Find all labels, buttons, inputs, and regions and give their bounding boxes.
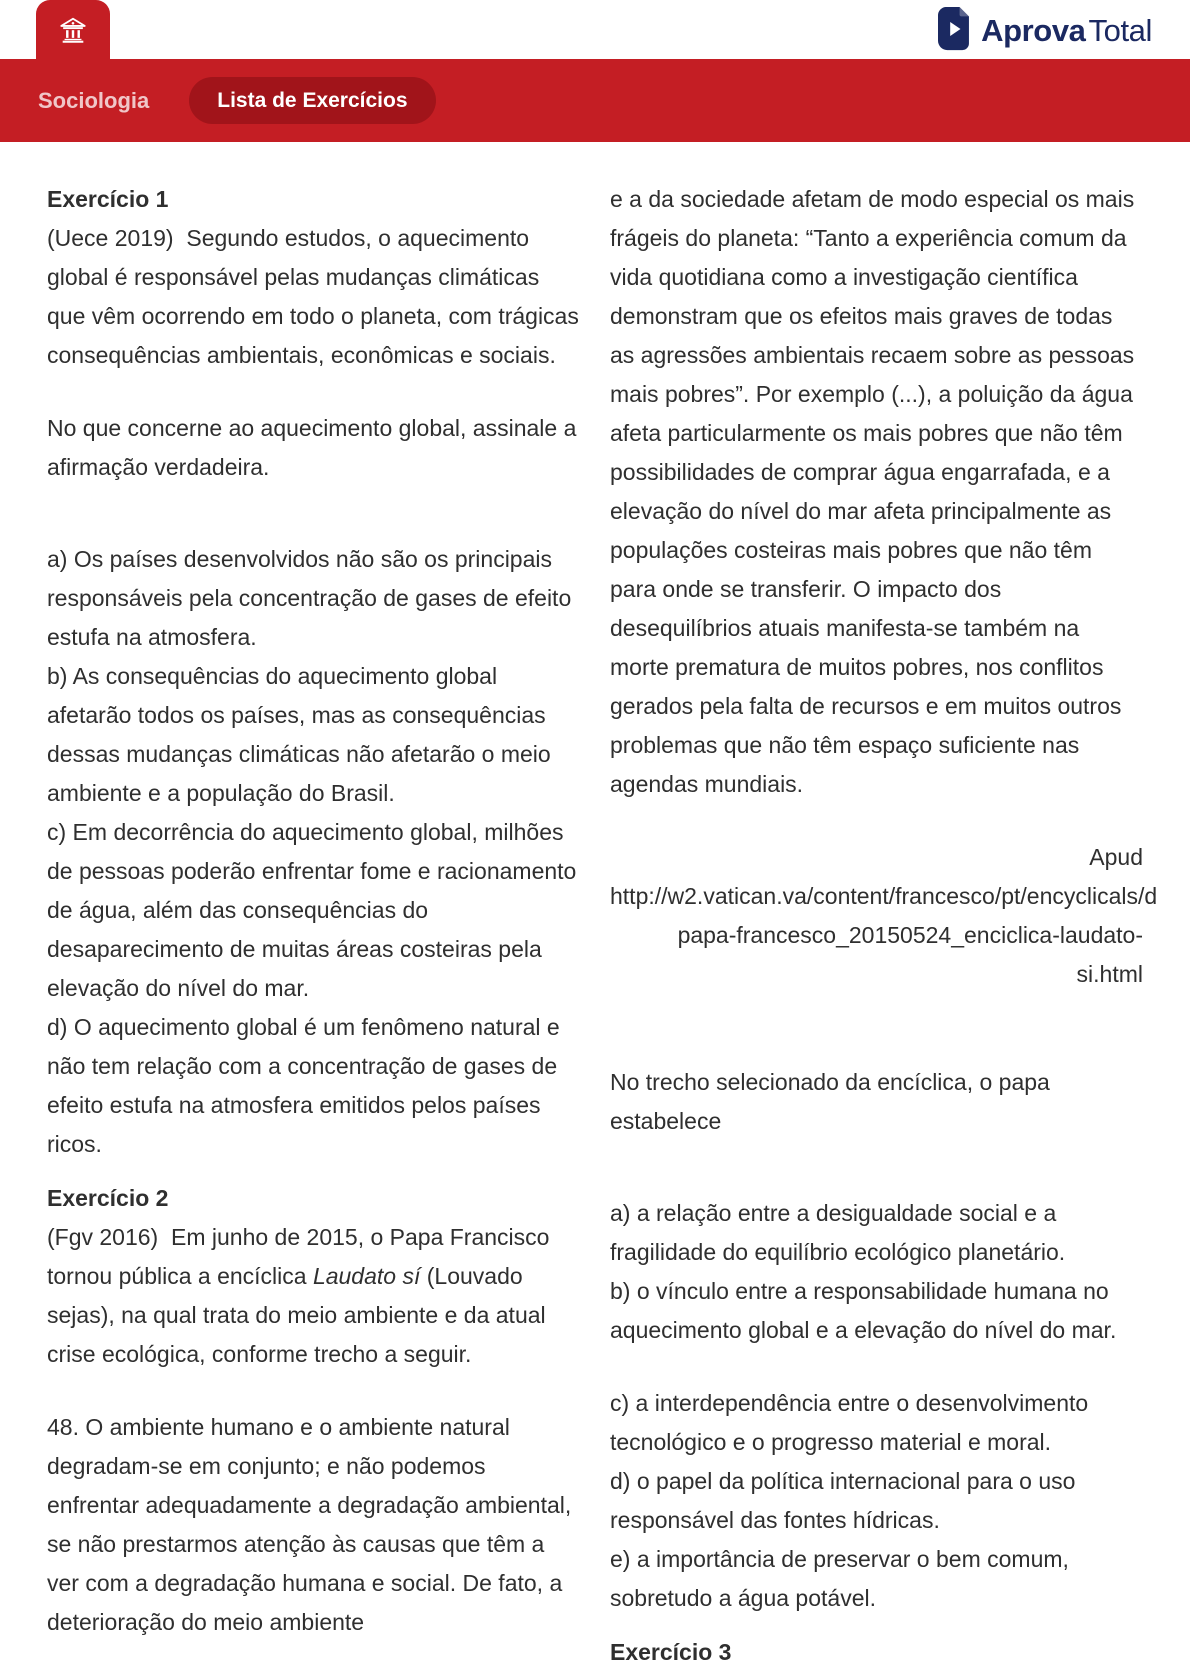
option-a: a) Os países desenvolvidos não são os principais responsáveis pela concentração de gases de efeito estufa na atmosfera. xyxy=(47,546,578,650)
brand-total: Total xyxy=(1088,13,1152,48)
exercise-content xyxy=(47,180,1158,1672)
option-b: b) o vínculo entre a responsabilidade humana no aquecimento global e a elevação do nível do mar. xyxy=(610,1278,1117,1343)
citation-line: si.html xyxy=(1076,961,1143,987)
book-play-icon xyxy=(936,6,970,56)
paragraph: No trecho selecionado da encíclica, o papa estabelece xyxy=(610,1069,1057,1134)
paragraph: e a da sociedade afetam de modo especial os mais frágeis do planeta: “Tanto a experiência comum da vida quotidiana como a investigação científica demonstram que os efeitos mais graves de todas as agressões ambientais recaem sobre as pessoas mais pobres”. Por exemplo (...), a poluição da água afeta particularmente os mais pobres que não têm possibilidades de comprar água engarrafada, e a elevação do nível do mar afeta principalmente as populações costeiras mais pobres que não têm para onde se transferir. O impacto dos desequilíbrios atuais manifesta-se também na morte prematura de muitos pobres, nos conflitos gerados pela falta de recursos e em muitos outros problemas que não têm espaço suficiente nas agendas mundiais. xyxy=(610,186,1141,797)
exercise-3-heading: Exercício 3 xyxy=(610,1639,732,1665)
subject-label[interactable]: Sociologia xyxy=(38,87,150,113)
brand-aprova: Aprova xyxy=(981,13,1086,48)
source-citation xyxy=(610,838,1158,994)
bank-icon xyxy=(58,15,88,50)
text-run: (Louvado sejas), na qual trata do meio ambiente e da atual crise ecológica, conforme trecho a seguir. xyxy=(47,1263,553,1367)
option-a: a) a relação entre a desigualdade social e a fragilidade do equilíbrio ecológico planetário. xyxy=(610,1200,1066,1265)
option-d: d) o papel da política internacional para o uso responsável das fontes hídricas. xyxy=(610,1468,1082,1533)
option-e: e) a importância de preservar o bem comum, sobretudo a água potável. xyxy=(610,1546,1076,1611)
aprova-total-logo xyxy=(936,7,1152,55)
paragraph: 48. O ambiente humano e o ambiente natural degradam-se em conjunto; e não podemos enfrentar adequadamente a degradação ambiental, se não prestarmos atenção às causas que têm a ver com a degradação humana e social. De fato, a deterioração do meio ambiente xyxy=(47,1414,578,1635)
paragraph: (Uece 2019) Segundo estudos, o aquecimento global é responsável pelas mudanças climáticas que vêm ocorrendo em todo o planeta, com trágicas consequências ambientais, econômicas e sociais. xyxy=(47,225,586,368)
paragraph xyxy=(47,1218,580,1374)
citation-line: papa-francesco_20150524_enciclica-laudato- xyxy=(677,922,1143,948)
brand-wordmark xyxy=(981,13,1152,49)
citation-line: Apud xyxy=(1089,844,1143,870)
citation-url-line: http://w2.vatican.va/content/francesco/pt/encyclicals/d xyxy=(610,883,1158,909)
text-run: (Fgv 2016) Em junho de 2015, o Papa Francisco tornou pública a encíclica xyxy=(47,1224,556,1289)
option-c: c) a interdependência entre o desenvolvimento tecnológico e o progresso material e moral. xyxy=(610,1390,1095,1455)
column-left xyxy=(47,180,586,1672)
exercise-2-heading: Exercício 2 xyxy=(47,1185,169,1211)
exercise-1-heading: Exercício 1 xyxy=(47,186,169,212)
header-bar xyxy=(0,59,1190,142)
paragraph: No que concerne ao aquecimento global, assinale a afirmação verdadeira. xyxy=(47,415,583,480)
option-b: b) As consequências do aquecimento global afetarão todos os países, mas as consequências dessas mudanças climáticas não afetarão o meio ambiente e a população do Brasil. xyxy=(47,663,558,806)
list-of-exercises-pill[interactable]: Lista de Exercícios xyxy=(189,77,435,124)
column-right xyxy=(610,180,1158,1672)
option-d: d) O aquecimento global é um fenômeno natural e não tem relação com a concentração de gases de efeito estufa na atmosfera emitidos pelos países ricos. xyxy=(47,1014,567,1157)
italic-title: Laudato sí xyxy=(312,1263,421,1289)
option-c: c) Em decorrência do aquecimento global, milhões de pessoas poderão enfrentar fome e racionamento de água, além das consequências do desaparecimento de muitas áreas costeiras pela elevação do nível do mar. xyxy=(47,819,583,1001)
